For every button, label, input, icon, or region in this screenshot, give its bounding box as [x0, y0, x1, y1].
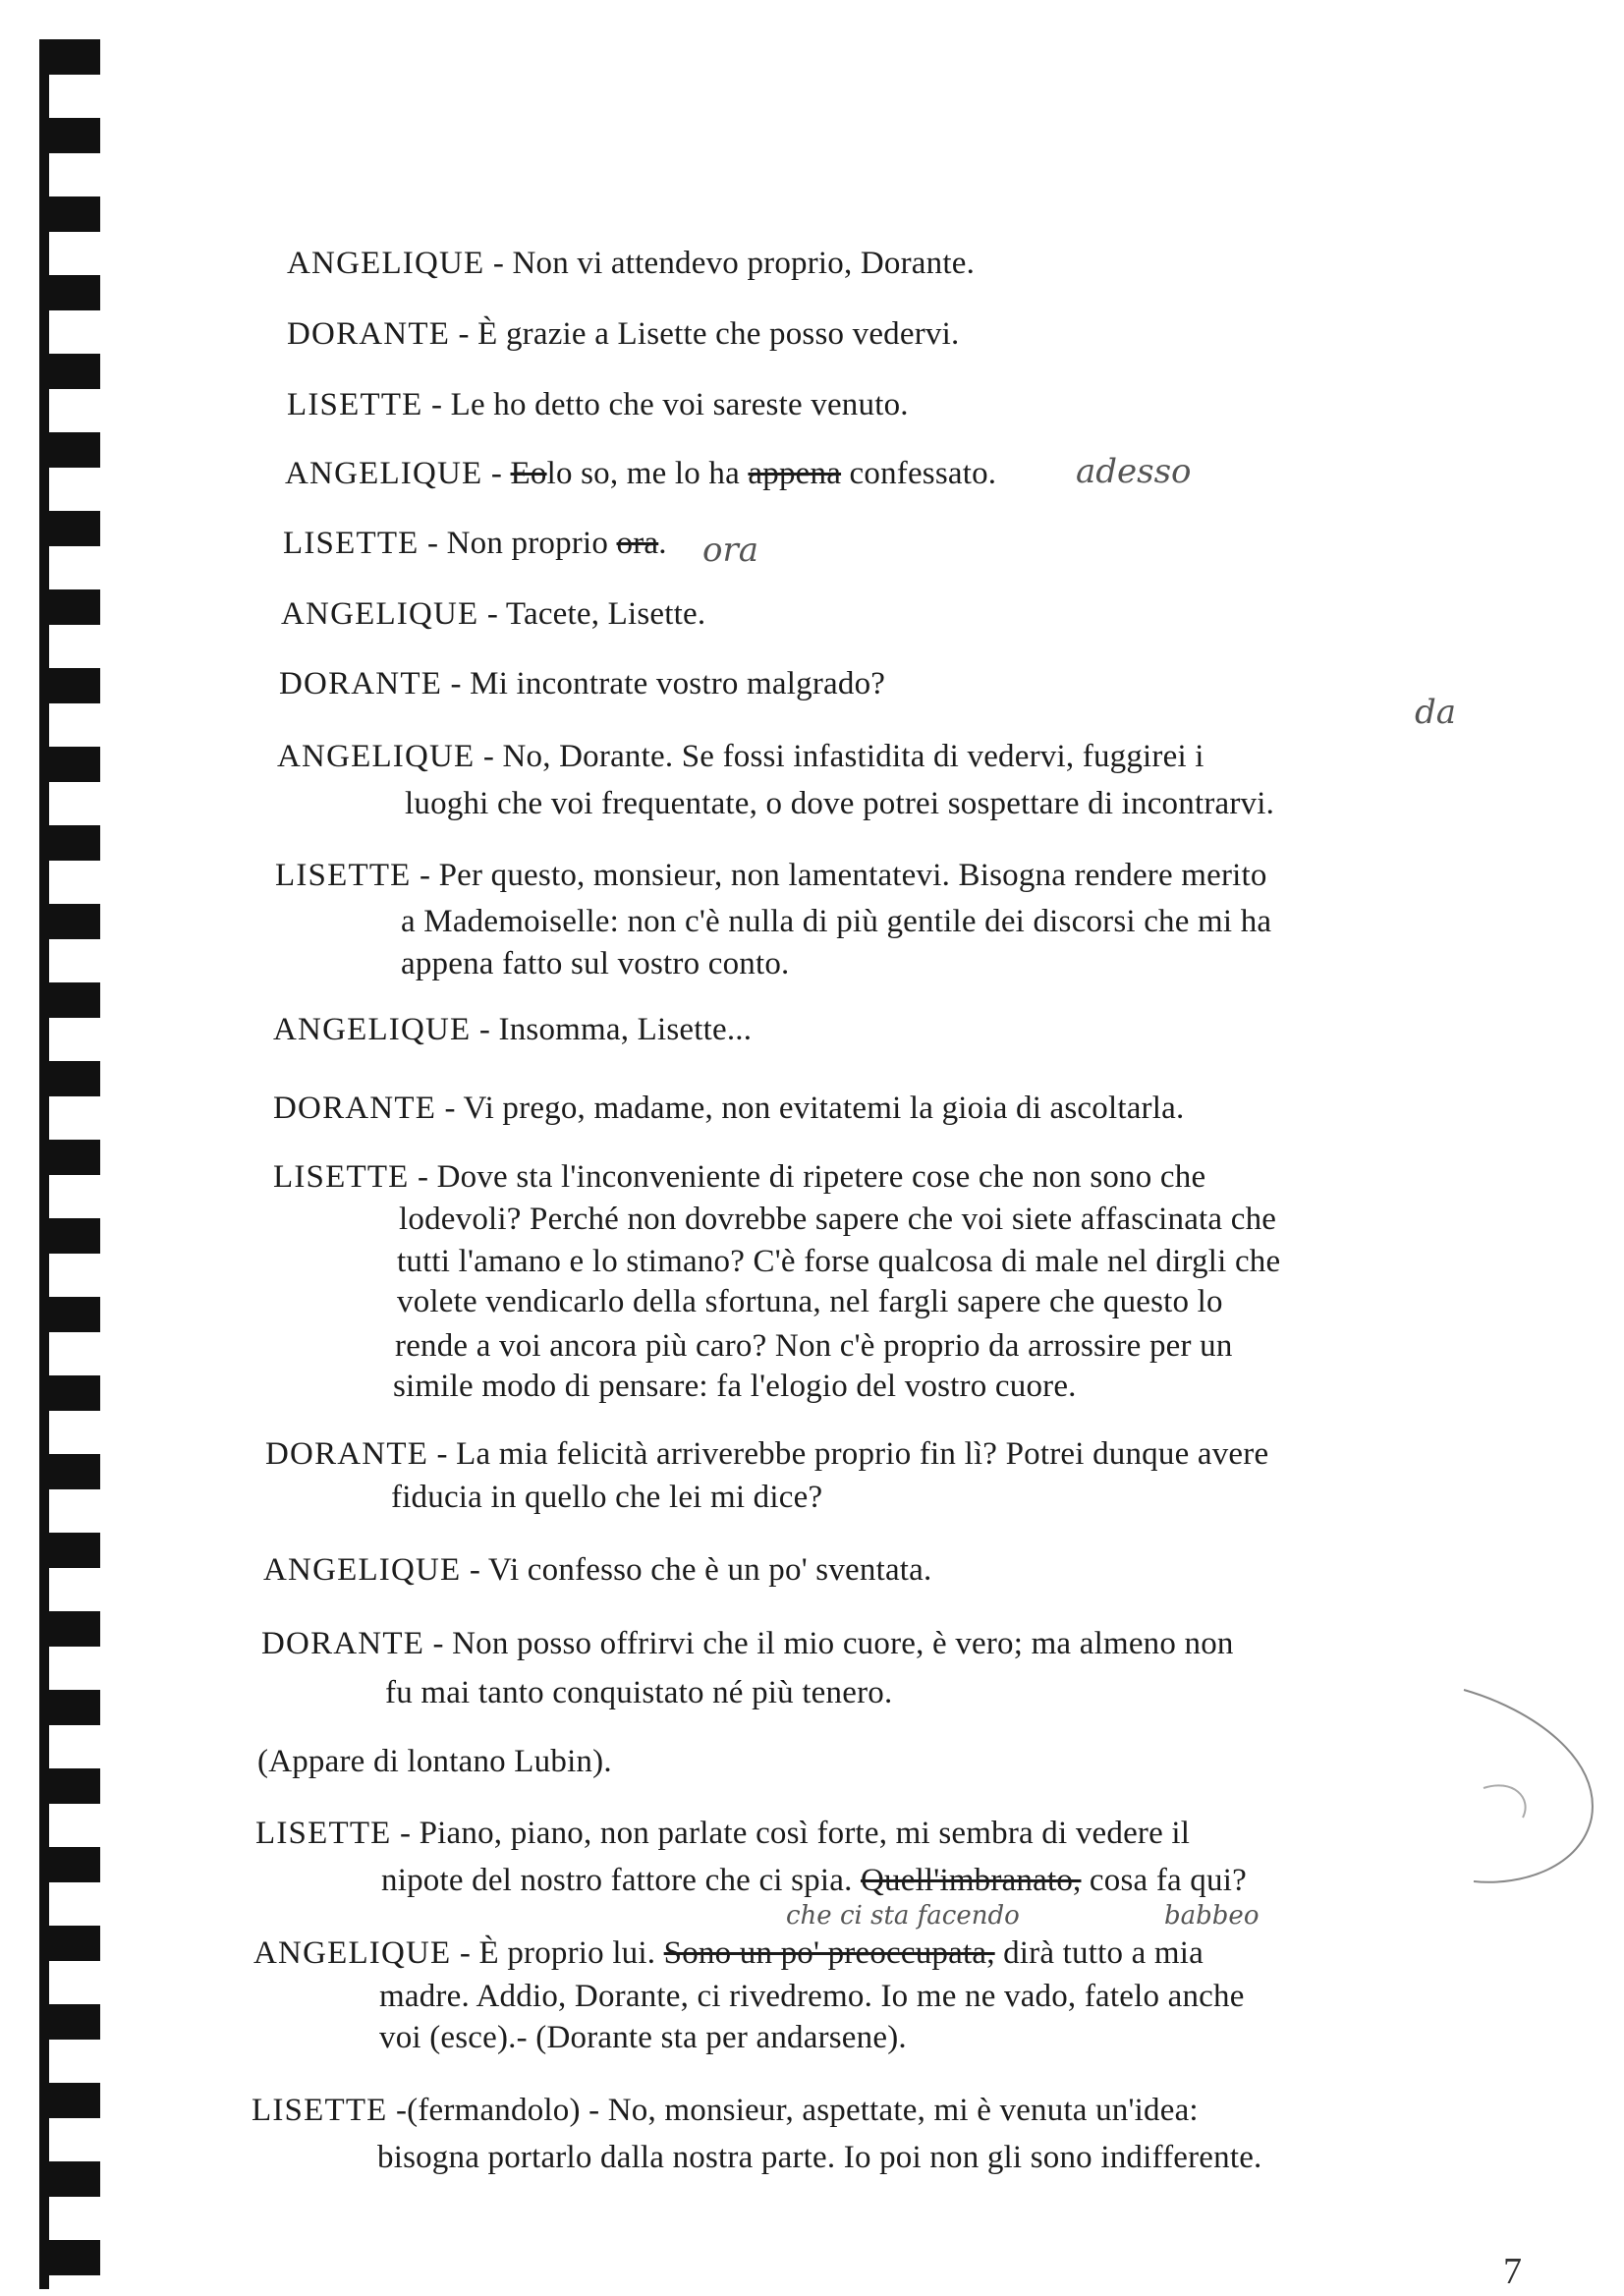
dialogue-line: [275, 858, 1267, 894]
dialogue-continuation: fiducia in quello che lei mi dice?: [391, 1480, 823, 1515]
speaker-name: LISETTE: [252, 2093, 388, 2128]
speaker-name: LISETTE: [283, 526, 420, 561]
dialogue-text: - Non vi attendevo proprio, Dorante.: [484, 246, 976, 281]
dialogue-continuation: volete vendicarlo della sfortuna, nel fargli sapere che questo lo: [397, 1284, 1223, 1319]
dialogue-line: [255, 1816, 1190, 1852]
dialogue-line: [287, 387, 909, 423]
dialogue-line: [281, 596, 705, 633]
dialogue-line: [253, 1935, 1204, 1972]
dialogue-text: - La mia felicità arriverebbe proprio fin lì? Potrei dunque avere: [428, 1436, 1269, 1472]
dialogue-text: - Vi confesso che è un po' sventata.: [461, 1552, 932, 1588]
speaker-name: ANGELIQUE: [285, 456, 483, 491]
dialogue-line: [277, 739, 1204, 775]
speaker-name: LISETTE: [275, 858, 412, 893]
handwritten-note: ora: [702, 531, 758, 570]
dialogue-text: dirà tutto a mia: [994, 1935, 1204, 1971]
dialogue-line: [287, 316, 959, 353]
dialogue-text: - È proprio lui.: [451, 1935, 664, 1971]
speaker-name: ANGELIQUE: [253, 1935, 452, 1971]
speaker-name: DORANTE: [265, 1436, 429, 1472]
dialogue-text: - Tacete, Lisette.: [478, 596, 706, 632]
speaker-name: ANGELIQUE: [281, 596, 479, 632]
dialogue-line: [279, 666, 885, 702]
speaker-name: DORANTE: [273, 1091, 437, 1126]
dialogue-continuation: lodevoli? Perché non dovrebbe sapere che voi siete affascinata che: [399, 1202, 1277, 1237]
handwritten-note: adesso: [1076, 452, 1192, 491]
pencil-doodle: [1454, 1670, 1611, 1906]
dialogue-text: - Dove sta l'inconveniente di ripetere cose che non sono che: [409, 1159, 1206, 1195]
dialogue-continuation: simile modo di pensare: fa l'elogio del vostro cuore.: [393, 1369, 1077, 1404]
speaker-name: DORANTE: [279, 666, 443, 701]
handwritten-note: che ci sta facendo: [786, 1901, 1020, 1931]
speaker-name: ANGELIQUE: [273, 1012, 472, 1047]
dialogue-continuation: appena fatto sul vostro conto.: [401, 946, 790, 981]
dialogue-text: -(fermandolo) - No, monsieur, aspettate, mi è venuta un'idea:: [387, 2093, 1199, 2128]
dialogue-text: - È grazie a Lisette che posso vedervi.: [450, 316, 960, 352]
dialogue-line: [283, 526, 667, 562]
speaker-name: LISETTE: [287, 387, 423, 422]
struck-text: ora: [616, 526, 659, 561]
speaker-name: DORANTE: [261, 1626, 425, 1661]
dialogue-line: [252, 2093, 1199, 2129]
dialogue-text: - Piano, piano, non parlate così forte, mi sembra di vedere il: [391, 1816, 1191, 1851]
speaker-name: ANGELIQUE: [263, 1552, 462, 1588]
dialogue-line: [263, 1552, 931, 1589]
dialogue-continuation: a Mademoiselle: non c'è nulla di più gentile dei discorsi che mi ha: [401, 904, 1272, 939]
dialogue-text: - Per questo, monsieur, non lamentatevi. Bisogna rendere merito: [411, 858, 1267, 893]
dialogue-text: - No, Dorante. Se fossi infastidita di vedervi, fuggirei i: [475, 739, 1204, 774]
dialogue-text: - Le ho detto che voi sareste venuto.: [422, 387, 909, 422]
dialogue-continuation: madre. Addio, Dorante, ci rivedremo. Io me ne vado, fatelo anche: [379, 1979, 1245, 2014]
struck-text: Eo: [510, 456, 547, 491]
dialogue-text: cosa fa qui?: [1081, 1863, 1247, 1898]
dialogue-continuation: luoghi che voi frequentate, o dove potrei sospettare di incontrarvi.: [405, 786, 1275, 821]
page-number: 7: [1503, 2251, 1522, 2292]
dialogue-line: [273, 1091, 1184, 1127]
dialogue-line: [273, 1012, 752, 1048]
dialogue-continuation: fu mai tanto conquistato né più tenero.: [385, 1675, 893, 1710]
dialogue-line: [285, 456, 996, 492]
speaker-name: ANGELIQUE: [277, 739, 476, 774]
dialogue-continuation: rende a voi ancora più caro? Non c'è proprio da arrossire per un: [395, 1328, 1233, 1364]
handwritten-note: da: [1415, 693, 1457, 732]
dialogue-line: [287, 246, 975, 282]
struck-text: Sono un po' preoccupata,: [663, 1935, 995, 1971]
stage-direction: (Appare di lontano Lubin).: [257, 1744, 612, 1779]
dialogue-text: - Mi incontrate vostro malgrado?: [442, 666, 886, 701]
dialogue-line: [265, 1436, 1268, 1473]
struck-text: appena: [748, 456, 842, 491]
dialogue-text: -: [482, 456, 511, 491]
dialogue-line: [261, 1626, 1234, 1662]
handwritten-note: babbeo: [1164, 1901, 1260, 1931]
dialogue-text: - Non posso offrirvi che il mio cuore, è vero; ma almeno non: [424, 1626, 1234, 1661]
struck-text: Quell'imbranato,: [860, 1863, 1082, 1898]
dialogue-continuation: bisogna portarlo dalla nostra parte. Io poi non gli sono indifferente.: [377, 2140, 1262, 2175]
speaker-name: LISETTE: [273, 1159, 410, 1195]
dialogue-text: - Non proprio: [419, 526, 617, 561]
speaker-name: DORANTE: [287, 316, 451, 352]
dialogue-text: nipote del nostro fattore che ci spia.: [381, 1863, 861, 1898]
dialogue-text: - Vi prego, madame, non evitatemi la gioia di ascoltarla.: [436, 1091, 1185, 1126]
speaker-name: ANGELIQUE: [287, 246, 485, 281]
dialogue-text: lo so, me lo ha: [546, 456, 749, 491]
dialogue-line: [273, 1159, 1205, 1196]
dialogue-text: - Insomma, Lisette...: [471, 1012, 753, 1047]
dialogue-continuation: tutti l'amano e lo stimano? C'è forse qualcosa di male nel dirgli che: [397, 1244, 1281, 1279]
dialogue-text: .: [658, 526, 667, 561]
speaker-name: LISETTE: [255, 1816, 392, 1851]
dialogue-text: confessato.: [841, 456, 997, 491]
dialogue-continuation: [381, 1863, 1247, 1899]
dialogue-continuation: voi (esce).- (Dorante sta per andarsene).: [379, 2020, 907, 2055]
